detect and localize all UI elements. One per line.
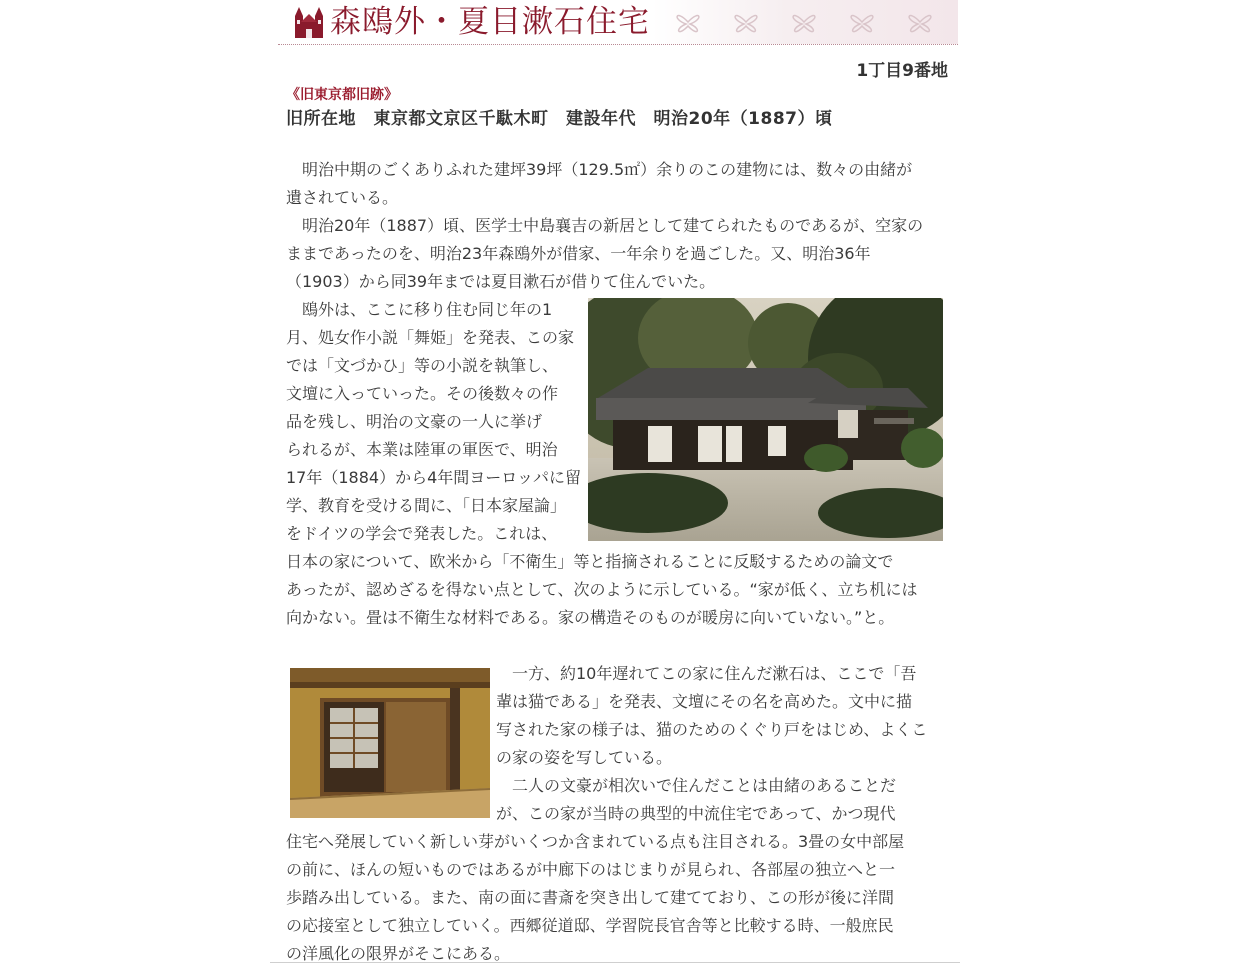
text-line: 文壇に入っていった。その後数々の作 <box>286 384 559 403</box>
text-line: （1903）から同39年までは夏目漱石が借りて住んでいた。 <box>286 272 716 291</box>
text-line: 向かない。畳は不衛生な材料である。家の構造そのものが暖房に向いていない。”と。 <box>286 608 895 627</box>
text-line: 鴎外は、ここに移り住む同じ年の1 <box>286 300 553 319</box>
text-line: 二人の文豪が相次いで住んだことは由緒のあることだ <box>496 776 897 795</box>
address: 1丁目9番地 <box>856 61 948 81</box>
ogai-paragraph <box>286 296 581 548</box>
castle-logo-icon <box>292 4 326 40</box>
text-line: 17年（1884）から4年間ヨーロッパに留 <box>286 468 581 487</box>
text-line: 学、教育を受ける間に、「日本家屋論」 <box>286 496 567 515</box>
text-line: 品を残し、明治の文豪の一人に挙げ <box>286 412 543 431</box>
page-title: 森鴎外・夏目漱石住宅 <box>330 4 650 40</box>
house-photo <box>588 298 943 541</box>
text-line: の前に、ほんの短いものではあるが中廊下のはじまりが見られ、各部屋の独立へと一 <box>286 860 895 879</box>
ogai-paragraph-continued <box>286 548 918 632</box>
text-line: をドイツの学会で発表した。これは、 <box>286 524 558 543</box>
text-line: では「文づかひ」等の小説を執筆し、 <box>286 356 559 375</box>
text-line: 明治20年（1887）頃、医学士中島襄吉の新居として建てられたものであるが、空家の <box>286 216 924 235</box>
text-line: が、この家が当時の典型的中流住宅であって、かつ現代 <box>496 804 896 823</box>
location-and-date: 旧所在地 東京都文京区千駄木町 建設年代 明治20年（1887）頃 <box>286 109 833 129</box>
header-divider <box>278 44 958 45</box>
text-line: 写された家の様子は、猫のためのくぐり戸をはじめ、よくこ <box>496 720 928 739</box>
butterfly-ornament-icon <box>668 5 958 39</box>
text-line: の応接室として独立していく。西郷従道邸、学習院長官舎等と比較する時、一般庶民 <box>286 916 894 935</box>
text-line: の洋風化の限界がそこにある。 <box>286 944 511 963</box>
text-line: ままであったのを、明治23年森鴎外が借家、一年余りを過ごした。又、明治36年 <box>286 244 871 263</box>
category-label: 《旧東京都旧跡》 <box>286 87 398 103</box>
text-line: 月、処女作小説「舞姫」を発表、この家 <box>286 328 575 347</box>
text-line: られるが、本業は陸軍の軍医で、明治 <box>286 440 558 459</box>
page-header <box>278 0 958 44</box>
text-line: 歩踏み出している。また、南の面に書斎を突き出して建てており、この形が後に洋間 <box>286 888 895 907</box>
soseki-paragraph <box>496 660 927 828</box>
text-line: 住宅へ発展していく新しい芽がいくつか含まれている点も注目される。3畳の女中部屋 <box>286 832 905 851</box>
text-line: 一方、約10年遅れてこの家に住んだ漱石は、ここで「吾 <box>496 664 917 683</box>
intro-paragraph <box>286 156 923 296</box>
text-line: 日本の家について、欧米から「不衛生」等と指摘されることに反駁するための論文で <box>286 552 894 571</box>
sliding-door-photo <box>290 668 490 818</box>
text-line: の家の姿を写している。 <box>496 748 673 767</box>
soseki-paragraph-continued <box>286 828 904 968</box>
text-line: 遺されている。 <box>286 188 399 207</box>
text-line: 輩は猫である」を発表、文壇にその名を高めた。文中に描 <box>496 692 913 711</box>
text-line: あったが、認めざるを得ない点として、次のように示している。“家が低く、立ち机には <box>286 580 918 599</box>
footer-divider <box>270 962 960 963</box>
text-line: 明治中期のごくありふれた建坪39坪（129.5㎡）余りのこの建物には、数々の由緒が <box>286 160 913 179</box>
